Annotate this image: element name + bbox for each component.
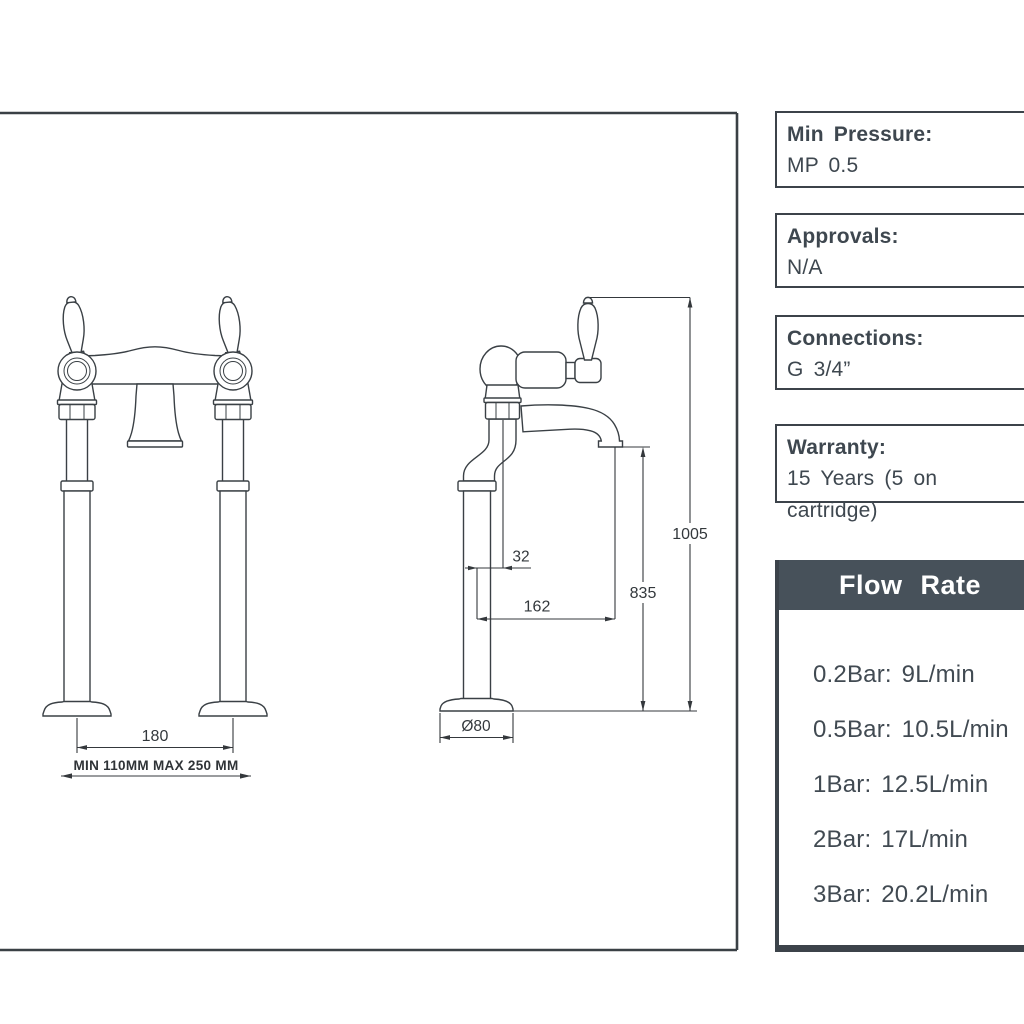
min-pressure-label: Min Pressure:	[787, 123, 933, 146]
drawing-box-border	[0, 113, 737, 950]
connections-value: G 3/4”	[787, 358, 851, 381]
left-leg	[43, 400, 111, 716]
side-handle	[578, 297, 598, 360]
flow-rate-row: 0.2Bar: 9L/min	[813, 661, 975, 688]
warranty-value: 15 Years (5 on cartridge)	[787, 467, 938, 522]
approvals-value: N/A	[787, 256, 823, 279]
front-view-faucet	[43, 296, 267, 716]
side-base-flange	[440, 699, 513, 712]
bridge	[80, 347, 230, 384]
side-collar	[458, 481, 496, 491]
spec-box-min-pressure	[775, 111, 1024, 188]
left-valve-body	[58, 352, 96, 401]
flow-rate-row: 1Bar: 12.5L/min	[813, 771, 989, 798]
side-spout	[521, 405, 623, 447]
side-nut	[486, 403, 520, 420]
dim-dia80-label: Ø80	[461, 718, 491, 735]
dim-162-label: 162	[523, 598, 551, 616]
center-spout-lip	[128, 441, 183, 447]
spec-box-connections	[775, 315, 1024, 390]
connections-label: Connections:	[787, 327, 924, 350]
s-bend-leg	[464, 419, 517, 481]
cartridge-housing	[516, 352, 566, 388]
flow-rate-panel	[775, 560, 1024, 952]
warranty-label: Warranty:	[787, 436, 887, 459]
flow-rate-list	[779, 610, 1024, 937]
side-view-faucet	[440, 297, 623, 711]
approvals-label: Approvals:	[787, 225, 899, 248]
dim-1005-label: 1005	[672, 526, 708, 543]
dim-835-label: 835	[629, 585, 657, 602]
right-valve-body	[214, 352, 252, 401]
spec-box-warranty	[775, 424, 1024, 522]
dim-minmax-label: MIN 110MM MAX 250 MM	[73, 758, 239, 773]
flow-rate-row: 2Bar: 17L/min	[813, 826, 969, 853]
dim-180-label: 180	[141, 728, 169, 745]
spec-box-approvals	[775, 213, 1024, 288]
flow-rate-row: 0.5Bar: 10.5L/min	[813, 716, 1009, 743]
flow-rate-row: 3Bar: 20.2L/min	[813, 881, 989, 908]
min-pressure-value: MP 0.5	[787, 154, 859, 177]
right-leg	[199, 400, 267, 716]
dim-32-label: 32	[512, 548, 530, 566]
flow-rate-title: Flow Rate	[779, 560, 1024, 610]
center-spout	[129, 384, 182, 441]
handle-hub	[575, 359, 601, 383]
handle-stem	[566, 363, 575, 379]
